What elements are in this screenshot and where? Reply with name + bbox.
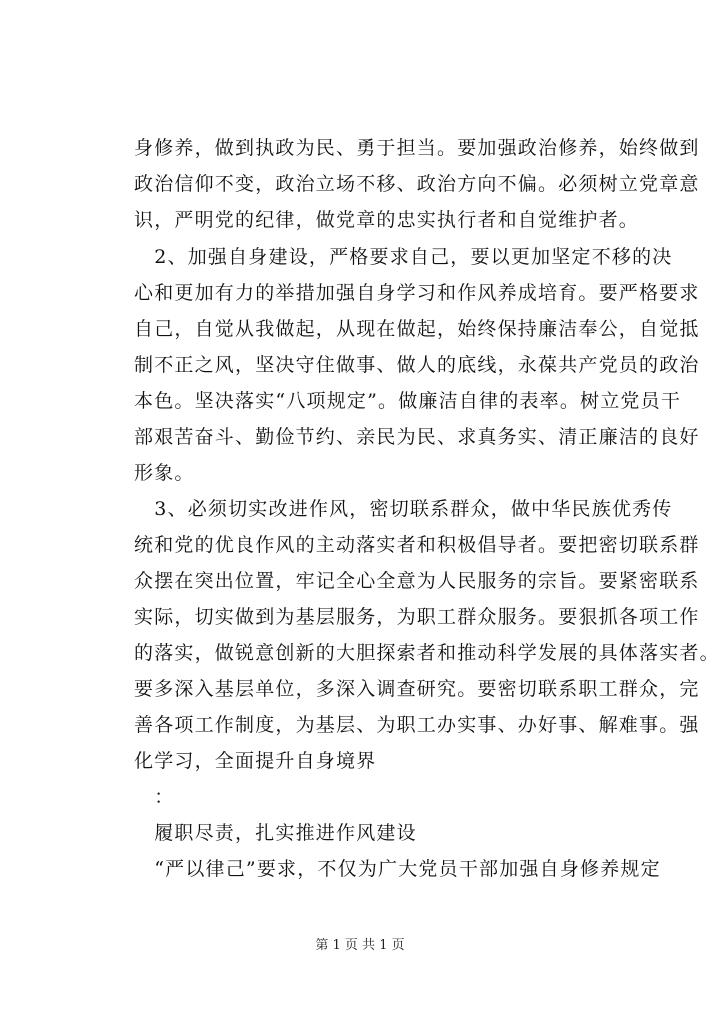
text-line-21: “严以律己”要求，不仅为广大党员干部加强自身修养规定: [134, 858, 661, 880]
text-line-8: 本色。坚决落实“八项规定”。做廉洁自律的表率。树立党员干: [134, 390, 682, 412]
text-line-10: 形象。: [134, 462, 195, 484]
text-line-11: 3、必须切实改进作风，密切联系群众，做中华民族优秀传: [134, 498, 673, 520]
page-number-footer: 第 1 页 共 1 页: [315, 938, 405, 953]
text-line-6: 自己，自觉从我做起，从现在做起，始终保持廉洁奉公，自觉抵: [134, 318, 700, 340]
text-line-4: 2、加强自身建设，严格要求自己，要以更加坚定不移的决: [134, 246, 673, 268]
text-line-12: 统和党的优良作风的主动落实者和积极倡导者。要把密切联系群: [134, 534, 700, 556]
text-line-15: 的落实，做锐意创新的大胆探索者和推动科学发展的具体落实者。: [134, 642, 720, 664]
text-line-9: 部艰苦奋斗、勤俭节约、亲民为民、求真务实、清正廉洁的良好: [134, 426, 700, 448]
text-line-14: 实际，切实做到为基层服务，为职工群众服务。要狠抓各项工作: [134, 606, 700, 628]
text-line-20: 履职尽责，扎实推进作风建设: [134, 822, 417, 844]
text-line-1: 身修养，做到执政为民、勇于担当。要加强政治修养，始终做到: [134, 137, 700, 159]
text-line-7: 制不正之风，坚决守住做事、做人的底线，永葆共产党员的政治: [134, 354, 700, 376]
text-line-17: 善各项工作制度，为基层、为职工办实事、办好事、解难事。强: [134, 714, 700, 736]
text-line-5: 心和更加有力的举措加强自身学习和作风养成培育。要严格要求: [134, 282, 700, 304]
text-line-13: 众摆在突出位置，牢记全心全意为人民服务的宗旨。要紧密联系: [134, 570, 700, 592]
text-line-18: 化学习，全面提升自身境界: [134, 750, 377, 772]
text-line-19: ：: [134, 786, 175, 808]
text-line-16: 要多深入基层单位，多深入调查研究。要密切联系职工群众，完: [134, 678, 700, 700]
text-line-2: 政治信仰不变，政治立场不移、政治方向不偏。必须树立党章意: [134, 173, 700, 195]
text-line-3: 识，严明党的纪律，做党章的忠实执行者和自觉维护者。: [134, 209, 640, 231]
